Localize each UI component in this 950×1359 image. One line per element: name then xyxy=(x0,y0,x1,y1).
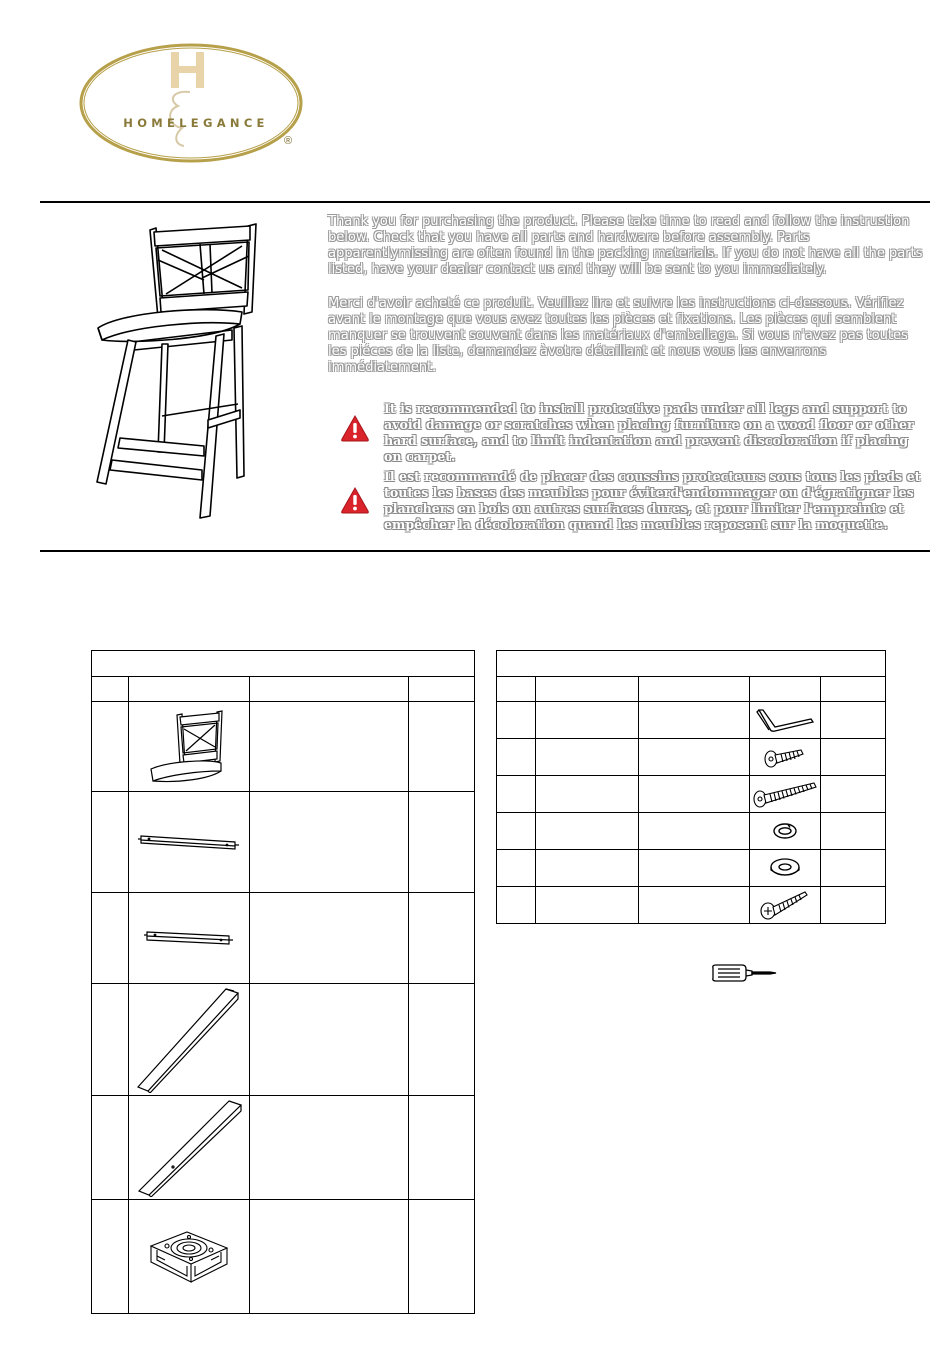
top-divider xyxy=(40,201,930,203)
table-row xyxy=(497,887,886,924)
table-row xyxy=(92,702,475,792)
hardware-table-title-row xyxy=(497,651,886,677)
intro-french: Merci d'avoir acheté ce produit. Veuillez lire et suivre les instructions ci-dessous. Vérifiez avant le montage que vous avez toutes les pièces et fixations. Les pièces qui semblent manquer se trouvent souvent dans les matériaux d'emballage. Si vous n'avez pas toutes les piéces de la liste, demandez àvotre détaillant et nous vous les enverrons immédiatement. xyxy=(328,296,908,375)
hardware-header-size xyxy=(639,677,750,702)
hardware-header-no xyxy=(497,677,536,702)
warning-text-french: Il est recommandé de placer des coussins protecteurs sous tous les pieds et toutes les bases des meubles pour éviterd'endommager ou d'égratigner les planchers en bois ou autres surfaces dures, et pour limiter l'empreinte et empêcher la décoloration quand les meubles reposent sur la moquette. xyxy=(384,469,921,532)
brand-logo xyxy=(78,40,308,170)
hardware-table-header-row xyxy=(497,677,886,702)
short-rail-icon xyxy=(143,929,235,947)
long-bolt-icon xyxy=(752,779,818,809)
logo-wordmark: HOMELEGANCE xyxy=(123,116,269,130)
wood-screw-icon xyxy=(759,889,811,921)
table-row xyxy=(92,893,475,984)
lock-washer-icon xyxy=(770,820,800,842)
parts-table-header-row xyxy=(92,677,475,702)
parts-table-title-row xyxy=(92,651,475,677)
warning-text-english: It is recommended to install protective pads under all legs and support to avoid damage or scratches when placing furniture on a wood floor or other hard surface, and to limit indentation and prevent discoloration if placing on carpet. xyxy=(384,401,914,464)
phillips-screwdriver-icon xyxy=(710,963,780,983)
table-row xyxy=(92,1096,475,1200)
parts-header-picture xyxy=(128,677,249,702)
hardware-header-description xyxy=(536,677,639,702)
hardware-header-picture xyxy=(750,677,821,702)
table-row xyxy=(497,739,886,776)
short-bolt-icon xyxy=(761,744,809,770)
table-row xyxy=(92,792,475,893)
table-row xyxy=(92,984,475,1096)
parts-table-title-cell xyxy=(92,651,475,677)
table-row xyxy=(497,813,886,850)
bar-stool-icon xyxy=(92,216,262,522)
parts-header-no xyxy=(92,677,129,702)
warning-triangle-icon xyxy=(340,414,370,442)
parts-header-qty xyxy=(408,677,474,702)
leg-with-hole-icon xyxy=(133,1099,245,1197)
warning-triangle-icon xyxy=(340,486,370,514)
intro-english: Thank you for purchasing the product. Please take time to read and follow the instrustion below. Check that you have all parts and hardware before assembly. Parts apparentlymissing are often found in the packing materials. If you do not have all the parts listed, have your dealer contact us and they will be sent to you immediately. xyxy=(328,214,923,277)
parts-table xyxy=(91,650,475,1314)
leg-icon xyxy=(134,987,244,1093)
logo-emblem-icon xyxy=(78,40,308,170)
registered-mark: ® xyxy=(284,135,293,147)
tool-screwdriver xyxy=(710,963,780,983)
table-row xyxy=(92,1200,475,1314)
stool-illustration xyxy=(92,216,262,522)
long-rail-icon xyxy=(137,832,241,852)
table-row xyxy=(497,776,886,813)
hardware-table xyxy=(496,650,886,924)
hardware-header-qty xyxy=(821,677,886,702)
flat-washer-icon xyxy=(768,856,802,880)
parts-header-description xyxy=(249,677,408,702)
allen-key-icon xyxy=(753,707,817,733)
table-row xyxy=(497,850,886,887)
swivel-plate-icon xyxy=(147,1226,231,1288)
table-row xyxy=(497,702,886,739)
hardware-table-title-cell xyxy=(497,651,886,677)
chair-back-seat-icon xyxy=(149,709,229,785)
bottom-divider xyxy=(40,550,930,552)
